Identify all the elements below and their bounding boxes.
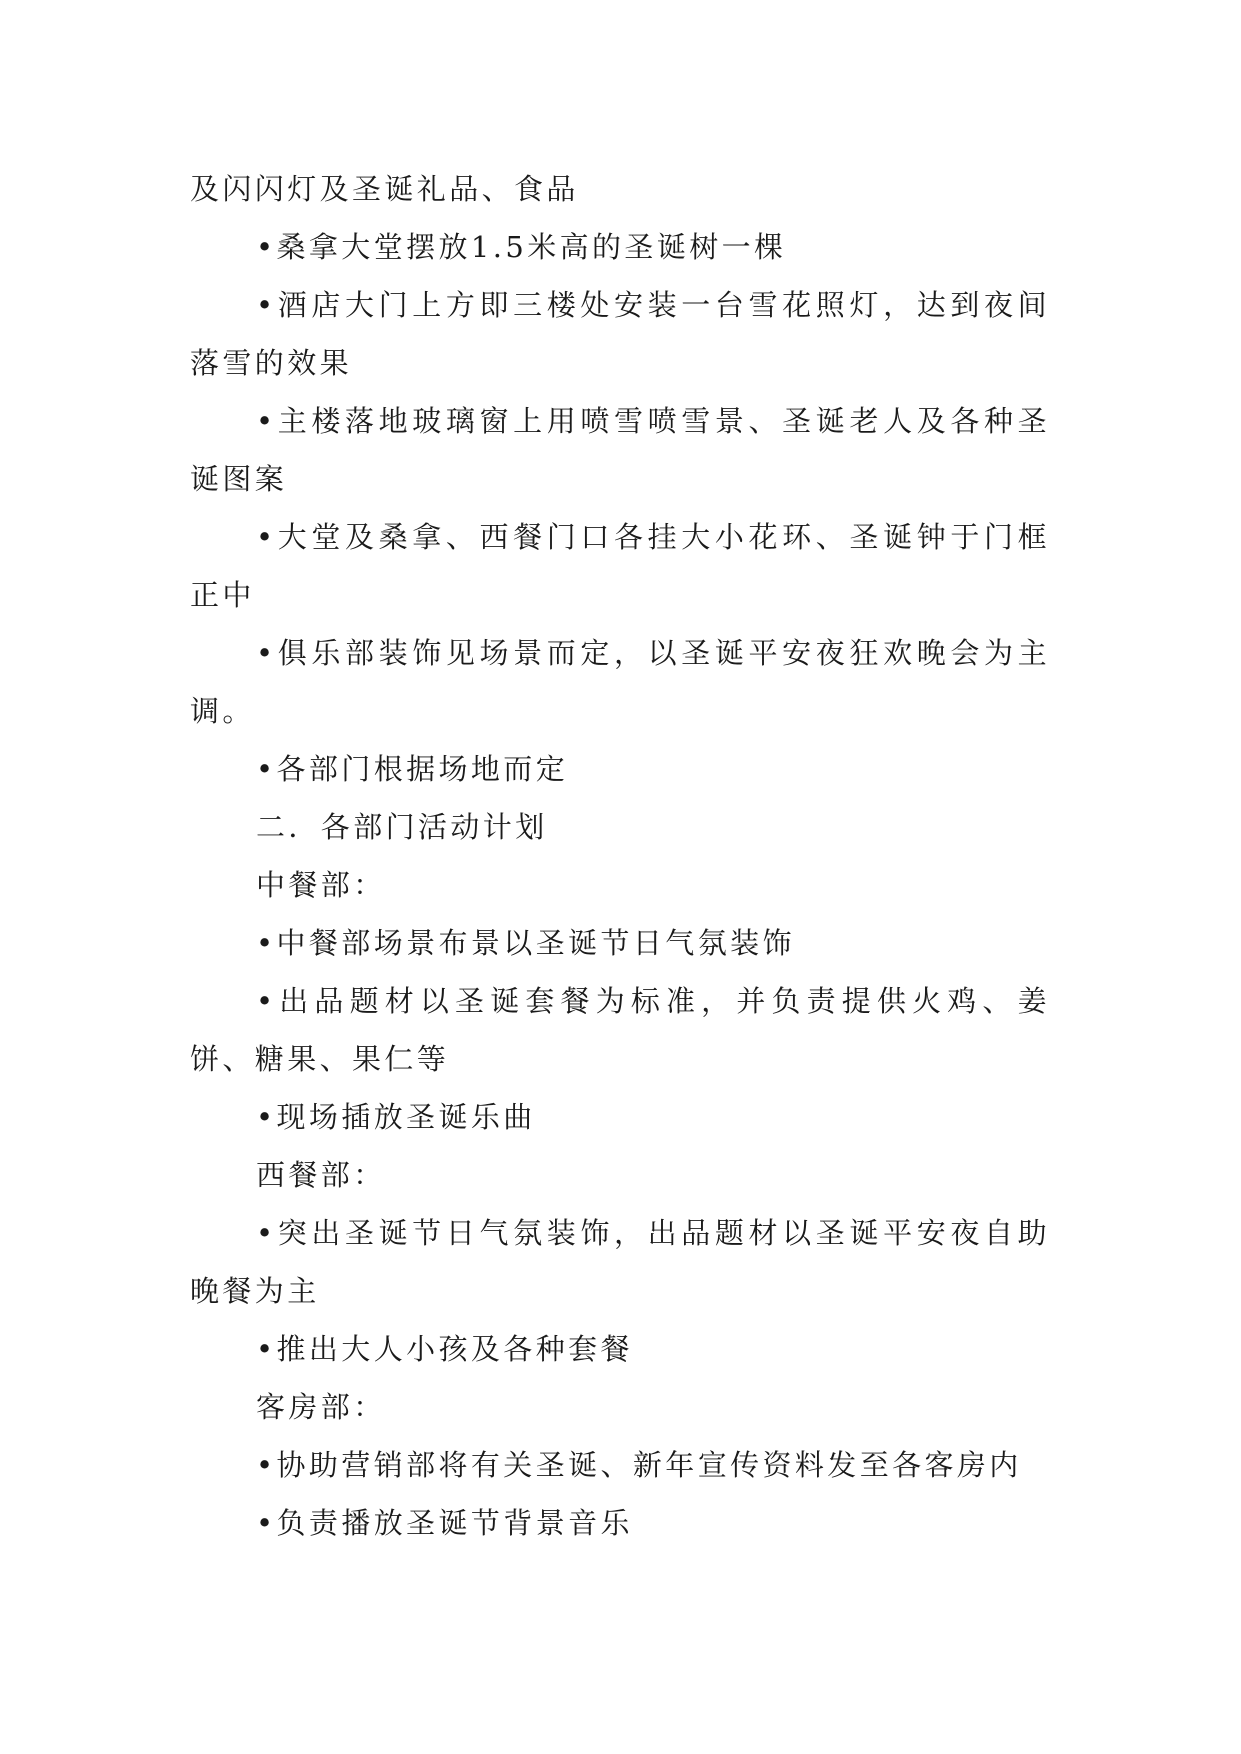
- bullet-item: •俱乐部装饰见场景而定，以圣诞平安夜狂欢晚会为主调。: [190, 636, 1050, 728]
- subsection-heading: 西餐部：: [256, 1158, 386, 1192]
- bullet-item: •大堂及桑拿、西餐门口各挂大小花环、圣诞钟于门框正中: [190, 520, 1050, 612]
- bullet-item: •各部门根据场地而定: [256, 752, 569, 786]
- bullet-item: •推出大人小孩及各种套餐: [256, 1332, 633, 1366]
- bullet-item: •中餐部场景布景以圣诞节日气氛装饰: [256, 926, 795, 960]
- document-body: [190, 160, 1050, 1552]
- subsection-heading: 客房部：: [256, 1390, 386, 1424]
- bullet-item: •桑拿大堂摆放1.5米高的圣诞树一棵: [256, 230, 787, 264]
- bullet-item: •突出圣诞节日气氛装饰，出品题材以圣诞平安夜自助晚餐为主: [190, 1216, 1050, 1308]
- section-heading: 二．各部门活动计划: [256, 810, 548, 844]
- bullet-item: •负责播放圣诞节背景音乐: [256, 1506, 633, 1540]
- bullet-item: •现场插放圣诞乐曲: [256, 1100, 536, 1134]
- bullet-item: •出品题材以圣诞套餐为标准，并负责提供火鸡、姜饼、糖果、果仁等: [190, 984, 1050, 1076]
- bullet-item: •酒店大门上方即三楼处安装一台雪花照灯，达到夜间落雪的效果: [190, 288, 1050, 380]
- paragraph: 及闪闪灯及圣诞礼品、食品: [190, 172, 579, 206]
- subsection-heading: 中餐部：: [256, 868, 386, 902]
- bullet-item: •协助营销部将有关圣诞、新年宣传资料发至各客房内: [256, 1448, 1022, 1482]
- bullet-item: •主楼落地玻璃窗上用喷雪喷雪景、圣诞老人及各种圣诞图案: [190, 404, 1050, 496]
